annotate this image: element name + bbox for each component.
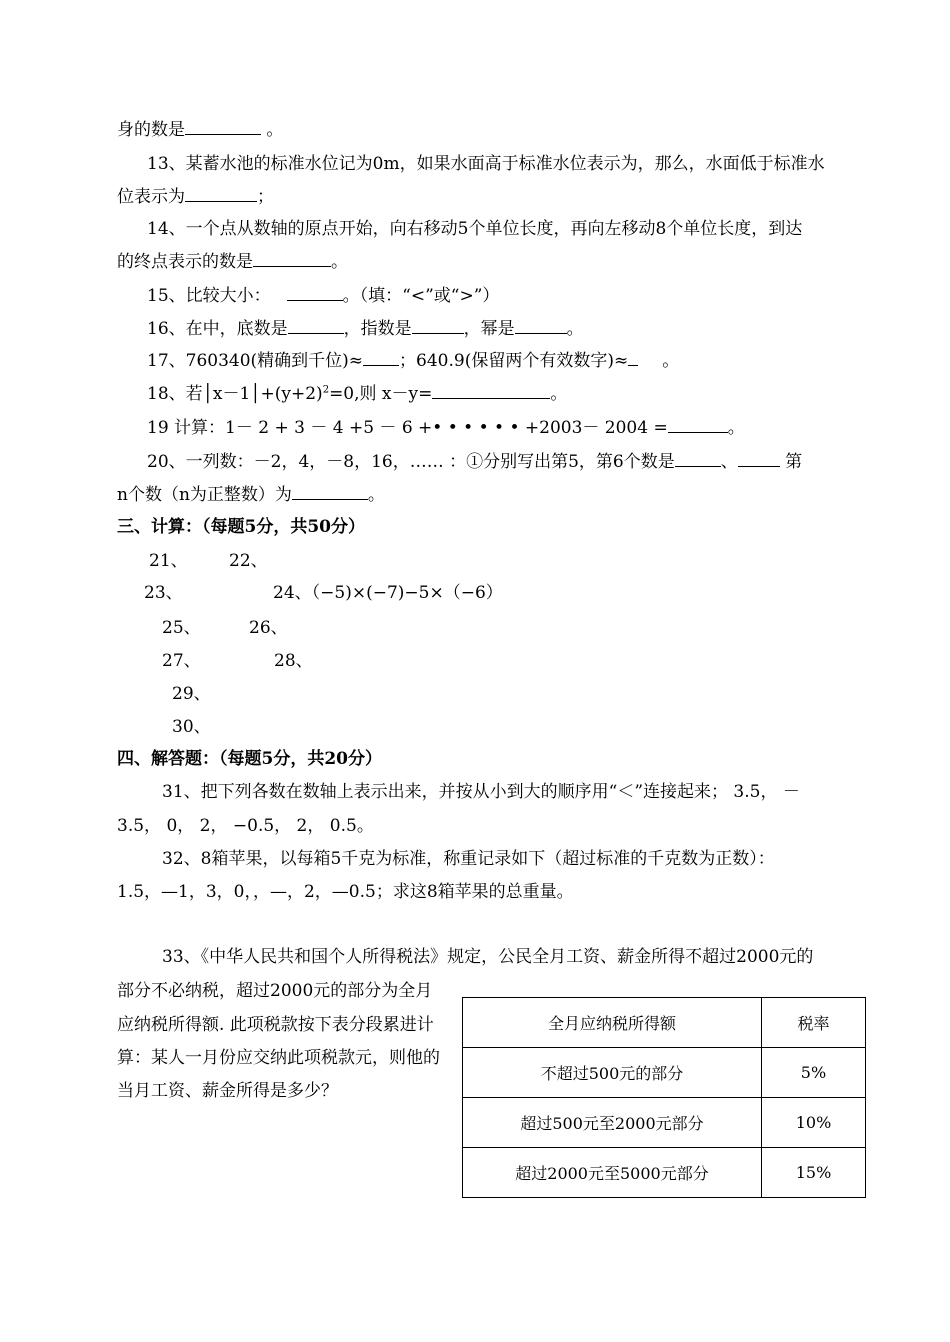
calc-q23: 23、: [144, 583, 183, 603]
q16-base-blank[interactable]: [288, 317, 344, 334]
income-bracket-cell: 不超过500元的部分: [463, 1048, 762, 1098]
q19-answer-blank[interactable]: [668, 416, 728, 433]
q20-line2: [117, 483, 385, 506]
q33-line1: 33、《中华人民共和国个人所得税法》规定，公民全月工资、薪金所得不超过2000元的: [162, 947, 814, 967]
q31-line2: 3.5， 0， 2， −0.5， 2， 0.5。: [117, 816, 374, 836]
q18-answer-blank[interactable]: [432, 382, 550, 399]
q17-b: ；640.9(保留两个有效数字)≈: [399, 351, 629, 371]
q20-line2-text: n个数（n为正整数）为: [117, 485, 292, 505]
q33-line5: 当月工资、薪金所得是多少？: [117, 1081, 338, 1101]
q13-answer-blank[interactable]: [185, 185, 257, 202]
q20-a: 20、一列数：－2，4，－8，16，…… ：①分别写出第5，第6个数是: [147, 452, 675, 472]
q20-b: 、: [720, 452, 738, 472]
q18-line: [147, 382, 567, 405]
q33-line4: 算：某人一月份应交纳此项税款元，则他的: [117, 1048, 440, 1068]
q12-answer-blank[interactable]: [185, 118, 261, 135]
q16-a: 16、在中，底数是: [147, 319, 288, 339]
calc-q21: 21、: [149, 551, 188, 571]
table-row: [463, 1148, 866, 1198]
q14-line2: [117, 250, 348, 273]
q15-end: 。（填：“<”或“>”）: [342, 286, 500, 306]
q20-c: 第: [779, 452, 803, 472]
q20-fifth-blank[interactable]: [675, 450, 721, 467]
q33-line2: 部分不必纳税，超过2000元的部分为全月: [117, 981, 433, 1001]
calc-q28: 28、: [274, 651, 313, 671]
q17-end: 。: [662, 351, 680, 371]
q16-end: 。: [566, 319, 584, 339]
rate-cell: 5%: [762, 1048, 866, 1098]
q14-line2-text: 的终点表示的数是: [117, 252, 253, 272]
q15-text: 15、比较大小：: [147, 286, 271, 306]
q14-end: 。: [331, 252, 348, 272]
q20-nth-blank[interactable]: [292, 483, 368, 500]
calc-q30: 30、: [172, 717, 211, 737]
q13-line2: [117, 185, 274, 208]
table-row: [463, 1098, 866, 1148]
calc-q24: 24、（−5)×(−7)−5×（−6）: [273, 583, 503, 603]
q32-line2: 1.5，—1，3，0，，—，2，—0.5；求这8箱苹果的总重量。: [117, 882, 574, 902]
rate-cell: 15%: [762, 1148, 866, 1198]
q16-line: [147, 317, 584, 340]
q17-first-blank[interactable]: [363, 349, 399, 366]
section-3-heading: 三、计算：（每题5分，共50分）: [117, 517, 365, 537]
q33-line3: 应纳税所得额. 此项税款按下表分段累进计: [117, 1015, 434, 1035]
q20-sixth-blank[interactable]: [738, 450, 780, 467]
q19-line: [147, 416, 745, 439]
q16-power-blank[interactable]: [515, 317, 567, 334]
q20-end: 。: [367, 485, 385, 505]
section-4-heading: 四、解答题：（每题5分，共20分）: [117, 749, 382, 769]
header-rate-cell: 税率: [762, 998, 866, 1048]
q18-end: 。: [550, 384, 568, 404]
q14-line1: 14、一个点从数轴的原点开始，向右移动5个单位长度，再向左移动8个单位长度，到达: [147, 219, 803, 239]
tax-rate-table: [462, 997, 866, 1198]
q32-line1: 32、8箱苹果，以每箱5千克为标准，称重记录如下（超过标准的千克数为正数）：: [162, 849, 775, 869]
calc-q29: 29、: [172, 684, 211, 704]
q15-line: [147, 284, 499, 307]
calc-q25: 25、: [162, 618, 201, 638]
q12-tail-text: 身的数是: [117, 120, 185, 140]
q16-c: ，幂是: [463, 319, 515, 339]
q18-b: =0,则 x－y=: [329, 384, 433, 404]
q19-a: 19 计算：1－ 2 + 3 － 4 +5 － 6 +• • • • • • +2003－ 2004 =: [147, 418, 668, 438]
income-bracket-cell: 超过2000元至5000元部分: [463, 1148, 762, 1198]
q17-line: [147, 349, 679, 372]
q13-line2-text: 位表示为: [117, 187, 185, 207]
q17-second-blank[interactable]: [628, 349, 638, 366]
q13-line1: 13、某蓄水池的标准水位记为0m，如果水面高于标准水位表示为，那么，水面低于标准水: [147, 154, 825, 174]
q18-a: 18、若│x－1│+(y+2): [147, 384, 323, 404]
q16-exponent-blank[interactable]: [412, 317, 464, 334]
table-row: [463, 1048, 866, 1098]
header-income-cell: 全月应纳税所得额: [463, 998, 762, 1048]
table-header-row: [463, 998, 866, 1048]
q14-answer-blank[interactable]: [253, 250, 331, 267]
q18-sup: 2: [322, 384, 330, 396]
q12-tail-line: [117, 118, 283, 141]
q13-end: ；: [257, 187, 274, 207]
rate-cell: 10%: [762, 1098, 866, 1148]
calc-q22: 22、: [229, 551, 268, 571]
income-bracket-cell: 超过500元至2000元部分: [463, 1098, 762, 1148]
q12-end: 。: [261, 120, 284, 140]
calc-q26: 26、: [249, 618, 288, 638]
q17-a: 17、760340(精确到千位)≈: [147, 351, 364, 371]
q19-end: 。: [727, 418, 745, 438]
q31-line1: 31、把下列各数在数轴上表示出来，并按从小到大的顺序用“＜”连接起来； 3.5， －: [162, 782, 800, 802]
q16-b: ，指数是: [343, 319, 412, 339]
calc-q27: 27、: [162, 651, 201, 671]
q20-line1: [147, 450, 802, 473]
q15-answer-blank[interactable]: [287, 284, 343, 301]
